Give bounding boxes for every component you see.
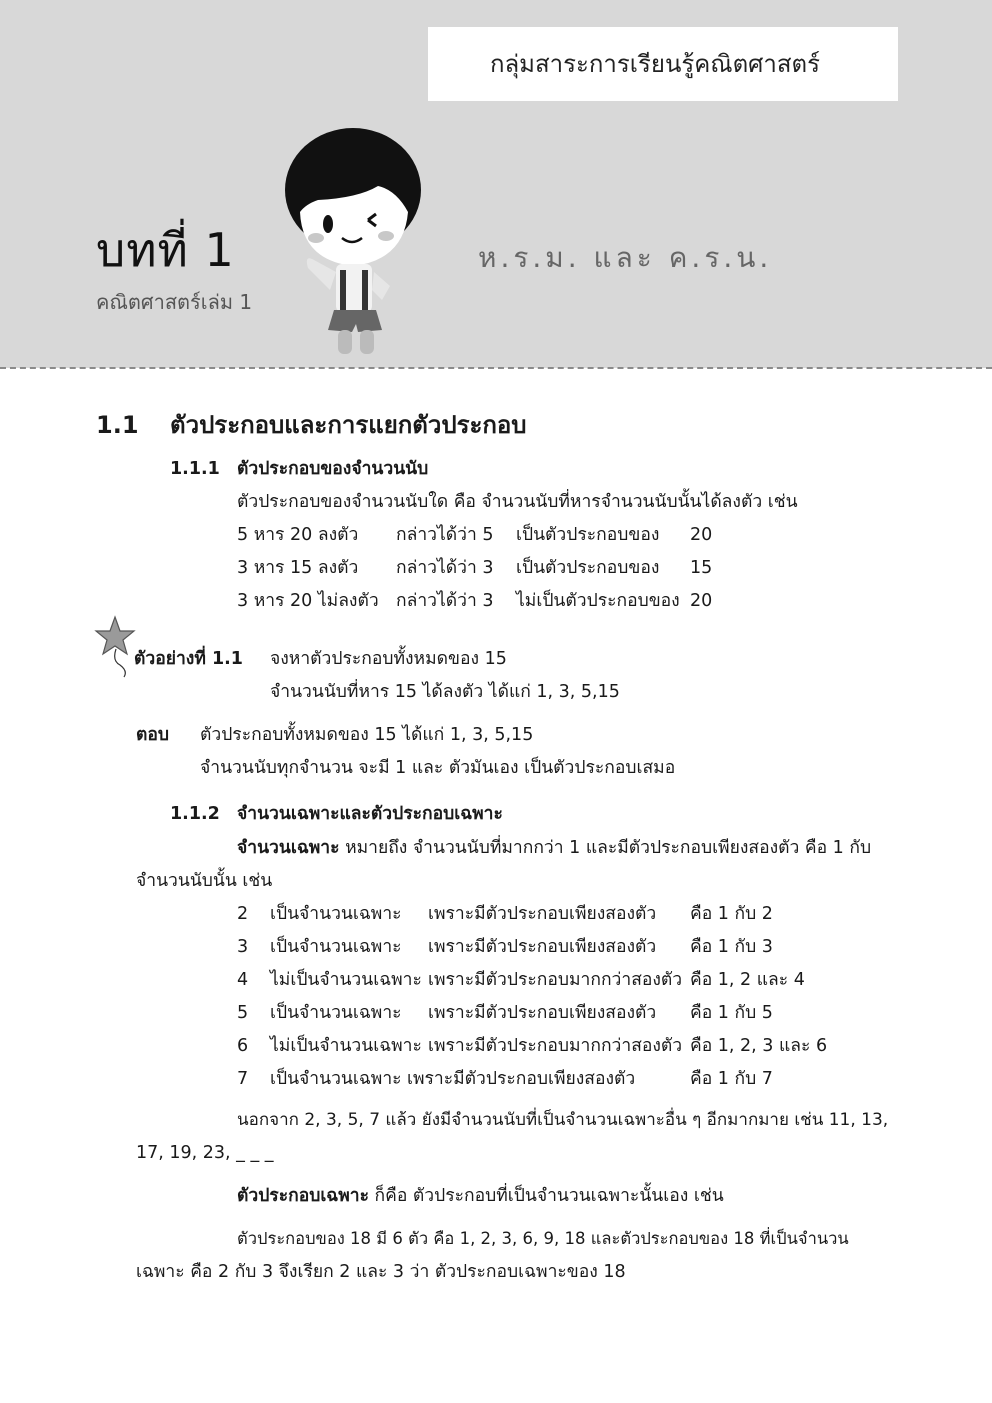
divisor-example-b: กล่าวได้ว่า 3 <box>396 591 494 611</box>
prime-row-number: 4 <box>237 970 249 990</box>
prime-factor-definition <box>237 1184 724 1208</box>
mascot-illustration <box>278 120 438 360</box>
prime-row-reason: เพราะมีตัวประกอบเพียงสองตัว <box>428 904 657 924</box>
prime-row-status: ไม่เป็นจำนวนเฉพาะ <box>270 970 422 990</box>
divisor-example-d: 15 <box>690 558 713 578</box>
prime-row-number: 6 <box>237 1036 249 1056</box>
subsection-title: ตัวประกอบของจำนวนนับ <box>237 459 429 479</box>
prime-row-factors: คือ 1, 2, 3 และ 6 <box>690 1036 828 1056</box>
chapter-topic: ห.ร.ม. และ ค.ร.น. <box>478 241 773 274</box>
prime-row-factors: คือ 1 กับ 2 <box>690 904 773 924</box>
example-work: จำนวนนับที่หาร 15 ได้ลงตัว ได้แก่ 1, 3, 5,15 <box>270 682 620 702</box>
answer-note: จำนวนนับทุกจำนวน จะมี 1 และ ตัวมันเอง เป็นตัวประกอบเสมอ <box>200 758 676 778</box>
prime-row-number: 7 <box>237 1069 249 1089</box>
chapter-header <box>0 0 992 368</box>
prime-row-status: เป็นจำนวนเฉพาะ <box>270 1069 402 1089</box>
star-icon <box>94 615 136 679</box>
section-number: 1.1 <box>96 411 139 439</box>
divisor-example-c: เป็นตัวประกอบของ <box>516 525 660 545</box>
prime-row-status: เป็นจำนวนเฉพาะ <box>270 904 402 924</box>
prime-row-reason: เพราะมีตัวประกอบมากกว่าสองตัว <box>428 1036 683 1056</box>
prime-definition-cont: จำนวนนับนั้น เช่น <box>136 871 273 891</box>
divisor-example-a: 5 หาร 20 ลงตัว <box>237 525 359 545</box>
prime-definition <box>237 836 871 860</box>
prime-definition-text: หมายถึง จำนวนนับที่มากกว่า 1 และมีตัวประกอบเพียงสองตัว คือ 1 กับ <box>339 838 872 858</box>
example-label: ตัวอย่างที่ 1.1 <box>134 649 243 669</box>
subsection-title: จำนวนเฉพาะและตัวประกอบเฉพาะ <box>237 804 503 824</box>
divisor-example-b: กล่าวได้ว่า 5 <box>396 525 494 545</box>
subsection-number: 1.1.1 <box>170 459 220 479</box>
divisor-example-d: 20 <box>690 591 713 611</box>
divisor-example-d: 20 <box>690 525 713 545</box>
prime-row-number: 5 <box>237 1003 249 1023</box>
prime-row-reason: เพราะมีตัวประกอบมากกว่าสองตัว <box>428 970 683 990</box>
header-divider <box>0 367 992 369</box>
example-question: จงหาตัวประกอบทั้งหมดของ 15 <box>270 649 507 669</box>
prime-factor-definition-text: ก็คือ ตัวประกอบที่เป็นจำนวนเฉพาะนั้นเอง เช่น <box>368 1186 724 1206</box>
divisor-example-a: 3 หาร 20 ไม่ลงตัว <box>237 591 379 611</box>
prime-factor-example-cont: เฉพาะ คือ 2 กับ 3 จึงเรียก 2 และ 3 ว่า ตัวประกอบเฉพาะของ 18 <box>136 1262 626 1282</box>
prime-row-factors: คือ 1 กับ 3 <box>690 937 773 957</box>
prime-row-reason: เพราะมีตัวประกอบเพียงสองตัว <box>428 1003 657 1023</box>
divisor-example-c: เป็นตัวประกอบของ <box>516 558 660 578</box>
prime-row-number: 3 <box>237 937 249 957</box>
subject-label: กลุ่มสาระการเรียนรู้คณิตศาสตร์ <box>489 50 820 78</box>
section-title: ตัวประกอบและการแยกตัวประกอบ <box>170 411 527 439</box>
prime-row-status: เป็นจำนวนเฉพาะ <box>270 1003 402 1023</box>
subsection-number: 1.1.2 <box>170 804 220 824</box>
more-primes-cont: 17, 19, 23, _ _ _ <box>136 1143 274 1163</box>
prime-row-reason: เพราะมีตัวประกอบเพียงสองตัว <box>428 937 657 957</box>
divisor-example-c: ไม่เป็นตัวประกอบของ <box>516 591 680 611</box>
prime-row-number: 2 <box>237 904 249 924</box>
prime-row-factors: คือ 1 กับ 7 <box>690 1069 773 1089</box>
section-heading <box>96 410 527 440</box>
book-name: คณิตศาสตร์เล่ม 1 <box>96 290 253 314</box>
answer-label: ตอบ <box>136 725 169 745</box>
prime-factor-term: ตัวประกอบเฉพาะ <box>237 1186 369 1206</box>
prime-row-status: เป็นจำนวนเฉพาะ <box>270 937 402 957</box>
more-primes-line: นอกจาก 2, 3, 5, 7 แล้ว ยังมีจำนวนนับที่เป็นจำนวนเฉพาะอื่น ๆ อีกมากมาย เช่น 11, 13, <box>237 1110 889 1130</box>
prime-row-factors: คือ 1 กับ 5 <box>690 1003 773 1023</box>
definition-text: ตัวประกอบของจำนวนนับใด คือ จำนวนนับที่หารจำนวนนับนั้นได้ลงตัว เช่น <box>237 492 798 512</box>
answer-line: ตัวประกอบทั้งหมดของ 15 ได้แก่ 1, 3, 5,15 <box>200 725 534 745</box>
chapter-title: บทที่ 1 <box>96 223 235 277</box>
prime-row-factors: คือ 1, 2 และ 4 <box>690 970 805 990</box>
divisor-example-b: กล่าวได้ว่า 3 <box>396 558 494 578</box>
subject-banner <box>428 27 898 101</box>
prime-row-reason: เพราะมีตัวประกอบเพียงสองตัว <box>407 1069 636 1089</box>
prime-term: จำนวนเฉพาะ <box>237 838 340 858</box>
divisor-example-a: 3 หาร 15 ลงตัว <box>237 558 359 578</box>
prime-factor-example: ตัวประกอบของ 18 มี 6 ตัว คือ 1, 2, 3, 6, 9, 18 และตัวประกอบของ 18 ที่เป็นจำนวน <box>237 1229 849 1248</box>
prime-row-status: ไม่เป็นจำนวนเฉพาะ <box>270 1036 422 1056</box>
